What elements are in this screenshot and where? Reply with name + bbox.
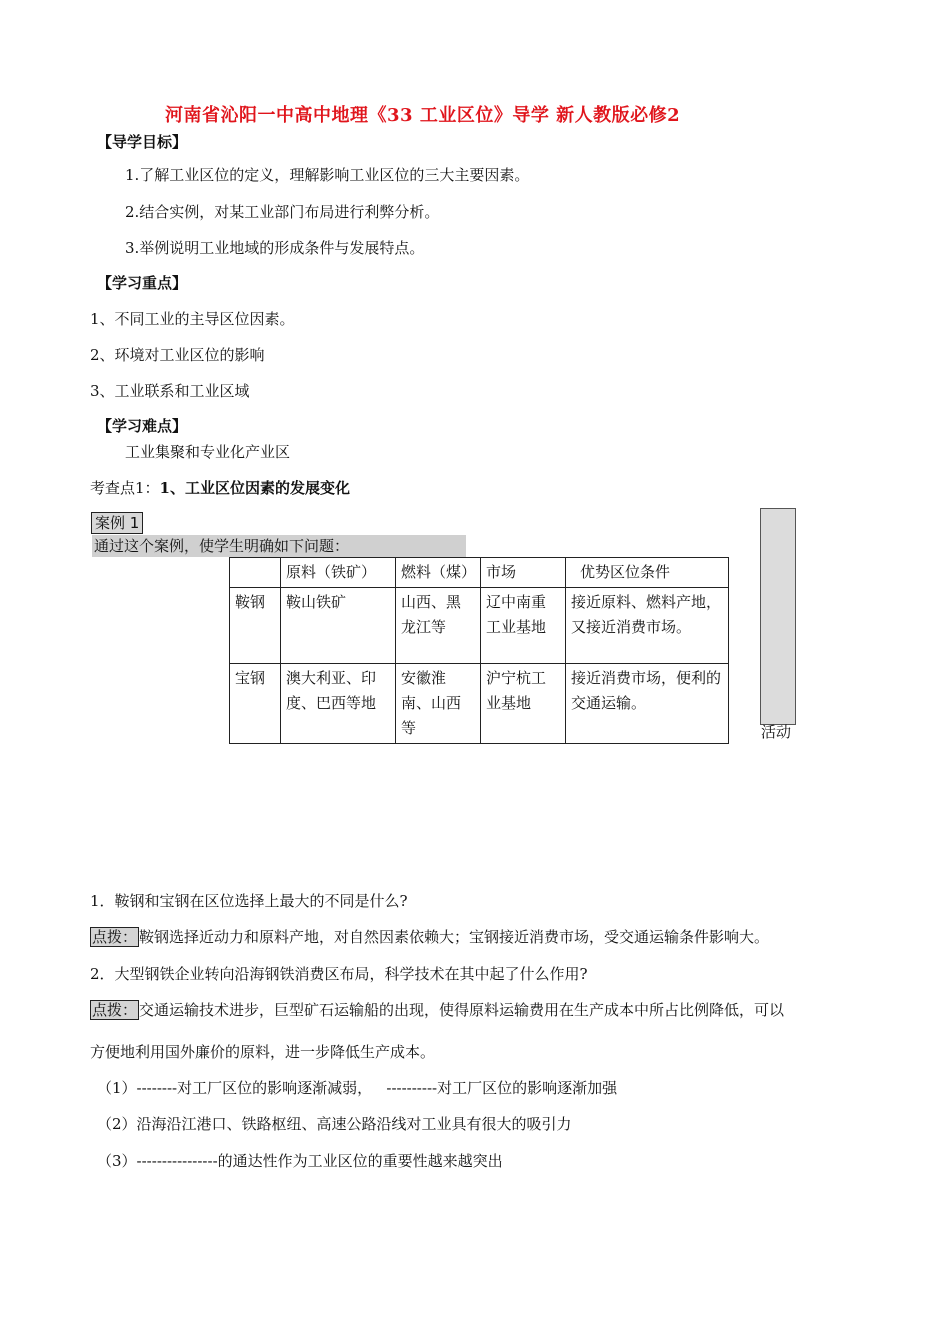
note-2: （2）沿海沿江港口、铁路枢纽、高速公路沿线对工业具有很大的吸引力 — [97, 1115, 572, 1133]
table-row — [230, 664, 729, 744]
note-1: （1）--------对工厂区位的影响逐渐减弱， ----------对工厂区位的影响逐渐加强 — [97, 1079, 618, 1097]
table-cell: 辽中南重工业基地 — [481, 588, 566, 664]
table-cell: 接近消费市场，便利的交通运输。 — [566, 664, 729, 744]
table-cell: 接近原料、燃料产地，又接近消费市场。 — [566, 588, 729, 664]
activity-label: 活动 — [761, 723, 792, 741]
difficulties-text: 工业集聚和专业化产业区 — [125, 443, 291, 461]
key-point-2: 2、环境对工业区位的影响 — [90, 346, 265, 364]
case-tag: 案例 1 — [91, 512, 143, 534]
goal-item-3: 3.举例说明工业地域的形成条件与发展特点。 — [125, 239, 425, 257]
table-header-cell — [230, 558, 281, 588]
answer-2-line2: 方便地利用国外廉价的原料，进一步降低生产成本。 — [90, 1043, 436, 1061]
tip-label: 点拨： — [92, 928, 138, 946]
activity-side-bar — [760, 508, 796, 725]
goal-item-1: 1.了解工业区位的定义，理解影响工业区位的三大主要因素。 — [125, 166, 530, 184]
table-header-cell: 优势区位条件 — [566, 558, 729, 588]
answer-1-text: 鞍钢选择近动力和原料产地，对自然因素依赖大；宝钢接近消费市场，受交通运输条件影响大。 — [139, 928, 770, 946]
table-header-cell: 燃料（煤） — [396, 558, 481, 588]
key-point-3: 3、工业联系和工业区域 — [90, 382, 250, 400]
table-cell: 沪宁杭工业基地 — [481, 664, 566, 744]
question-1: 1．鞍钢和宝钢在区位选择上最大的不同是什么? — [90, 892, 408, 910]
answer-2-text-line1: 交通运输技术进步，巨型矿石运输船的出现，使得原料运输费用在生产成本中所占比例降低，可以 — [139, 1001, 785, 1019]
goal-item-2: 2.结合实例，对某工业部门布局进行利弊分析。 — [125, 203, 440, 221]
table-header-row — [230, 558, 729, 588]
answer-2 — [90, 999, 784, 1020]
exam-point-prefix: 考查点1： — [90, 479, 160, 497]
table-cell: 山西、黑龙江等 — [396, 588, 481, 664]
table-header-cell: 原料（铁矿） — [281, 558, 396, 588]
key-point-1: 1、不同工业的主导区位因素。 — [90, 310, 295, 328]
goals-heading: 【导学目标】 — [97, 133, 188, 151]
table-cell: 鞍钢 — [230, 588, 281, 664]
question-2: 2．大型钢铁企业转向沿海钢铁消费区布局，科学技术在其中起了什么作用? — [90, 965, 588, 983]
case-intro: 通过这个案例，使学生明确如下问题： — [92, 535, 466, 557]
table-header-cell: 市场 — [481, 558, 566, 588]
note-3: （3）----------------的通达性作为工业区位的重要性越来越突出 — [97, 1152, 503, 1170]
key-points-heading: 【学习重点】 — [97, 274, 188, 292]
table-cell: 鞍山铁矿 — [281, 588, 396, 664]
case-table — [229, 557, 729, 744]
exam-point — [90, 477, 350, 498]
page-title: 河南省沁阳一中高中地理《33 工业区位》导学 新人教版必修2 — [165, 105, 681, 126]
table-cell: 澳大利亚、印度、巴西等地 — [281, 664, 396, 744]
table-cell: 安徽淮南、山西等 — [396, 664, 481, 744]
difficulties-heading: 【学习难点】 — [97, 417, 188, 435]
answer-1 — [90, 926, 769, 947]
table-row — [230, 588, 729, 664]
table-cell: 宝钢 — [230, 664, 281, 744]
tip-label: 点拨： — [92, 1001, 138, 1019]
exam-point-title: 1、工业区位因素的发展变化 — [159, 479, 350, 497]
